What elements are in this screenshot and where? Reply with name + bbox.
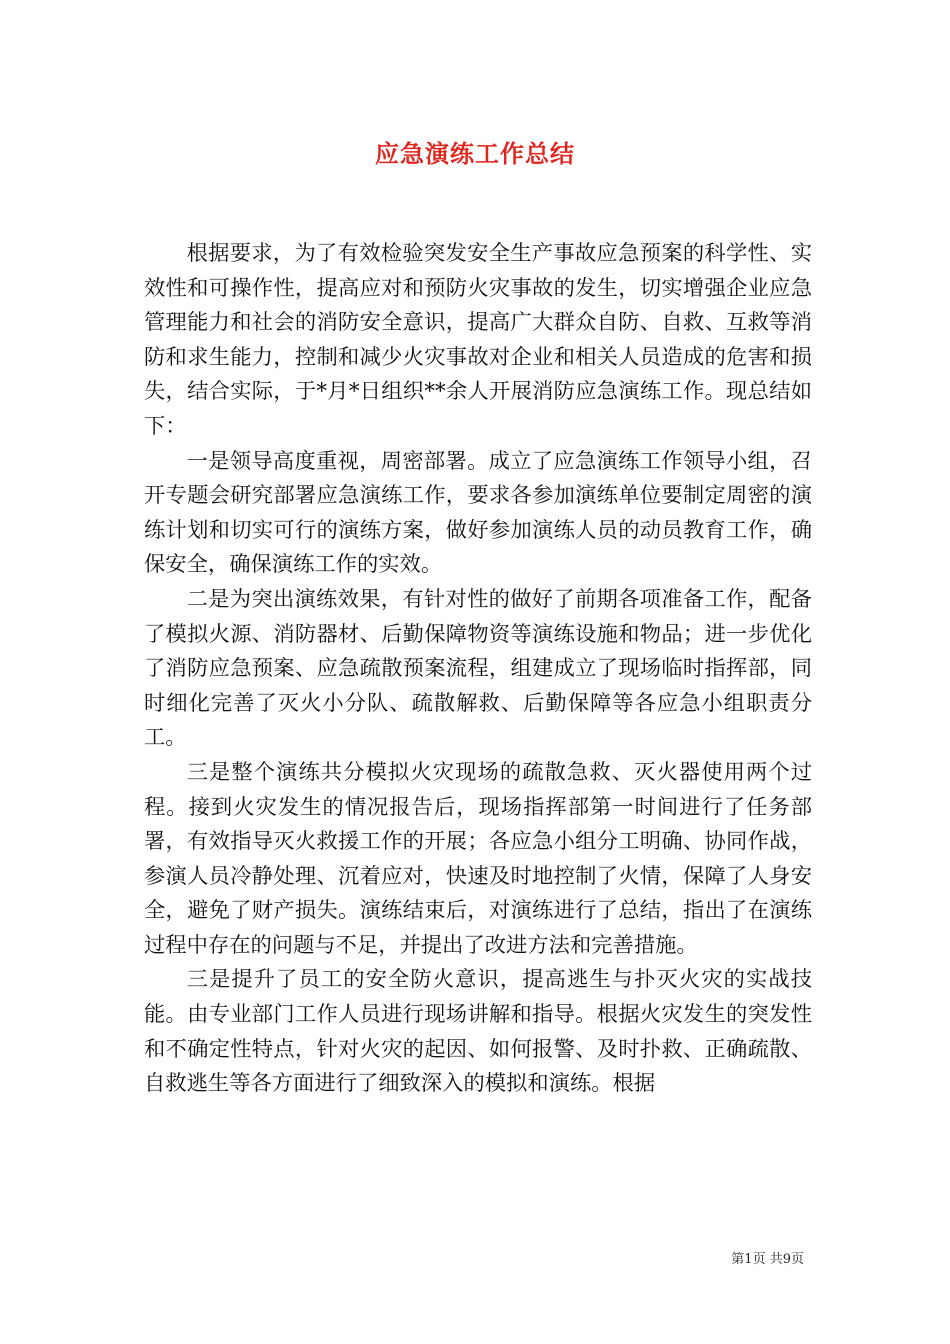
paragraph-point-2: 二是为突出演练效果，有针对性的做好了前期各项准备工作，配备了模拟火源、消防器材、后勤保障物资等演练设施和物品；进一步优化了消防应急预案、应急疏散预案流程，组建成立了现场临时指挥部，同时细化完善了灭火小分队、疏散解救、后勤保障等各应急小组职责分工。 [144,586,812,751]
footer-total-pages: 9 [782,1252,791,1267]
footer-current-page: 1 [744,1252,753,1267]
footer-prefix: 第 [731,1252,745,1267]
footer-suffix: 页 [790,1252,804,1267]
page-number-footer [731,1248,804,1267]
paragraph-point-4: 三是提升了员工的安全防火意识，提高逃生与扑灭火灾的实战技能。由专业部门工作人员进行现场讲解和指导。根据火灾发生的突发性和不确定性特点，针对火灾的起因、如何报警、及时扑救、正确疏散、自救逃生等各方面进行了细致深入的模拟和演练。根据 [144,967,812,1097]
paragraph-point-1: 一是领导高度重视，周密部署。成立了应急演练工作领导小组，召开专题会研究部署应急演练工作，要求各参加演练单位要制定周密的演练计划和切实可行的演练方案，做好参加演练人员的动员教育工作，确保安全，确保演练工作的实效。 [144,448,812,578]
footer-middle: 页 共 [752,1252,783,1267]
document-title: 应急演练工作总结 [375,139,575,168]
document-body [144,237,812,1102]
paragraph-intro: 根据要求，为了有效检验突发安全生产事故应急预案的科学性、实效性和可操作性，提高应对和预防火灾事故的发生，切实增强企业应急管理能力和社会的消防安全意识，提高广大群众自防、自救、互救等消防和求生能力，控制和减少火灾事故对企业和相关人员造成的危害和损失，结合实际，于*月*日组织**余人开展消防应急演练工作。现总结如下： [144,241,812,439]
paragraph-point-3: 三是整个演练共分模拟火灾现场的疏散急救、灭火器使用两个过程。接到火灾发生的情况报告后，现场指挥部第一时间进行了任务部署，有效指导灭火救援工作的开展；各应急小组分工明确、协同作战，参演人员冷静处理、沉着应对，快速及时地控制了火情，保障了人身安全，避免了财产损失。演练结束后，对演练进行了总结，指出了在演练过程中存在的问题与不足，并提出了改进方法和完善措施。 [144,759,812,958]
